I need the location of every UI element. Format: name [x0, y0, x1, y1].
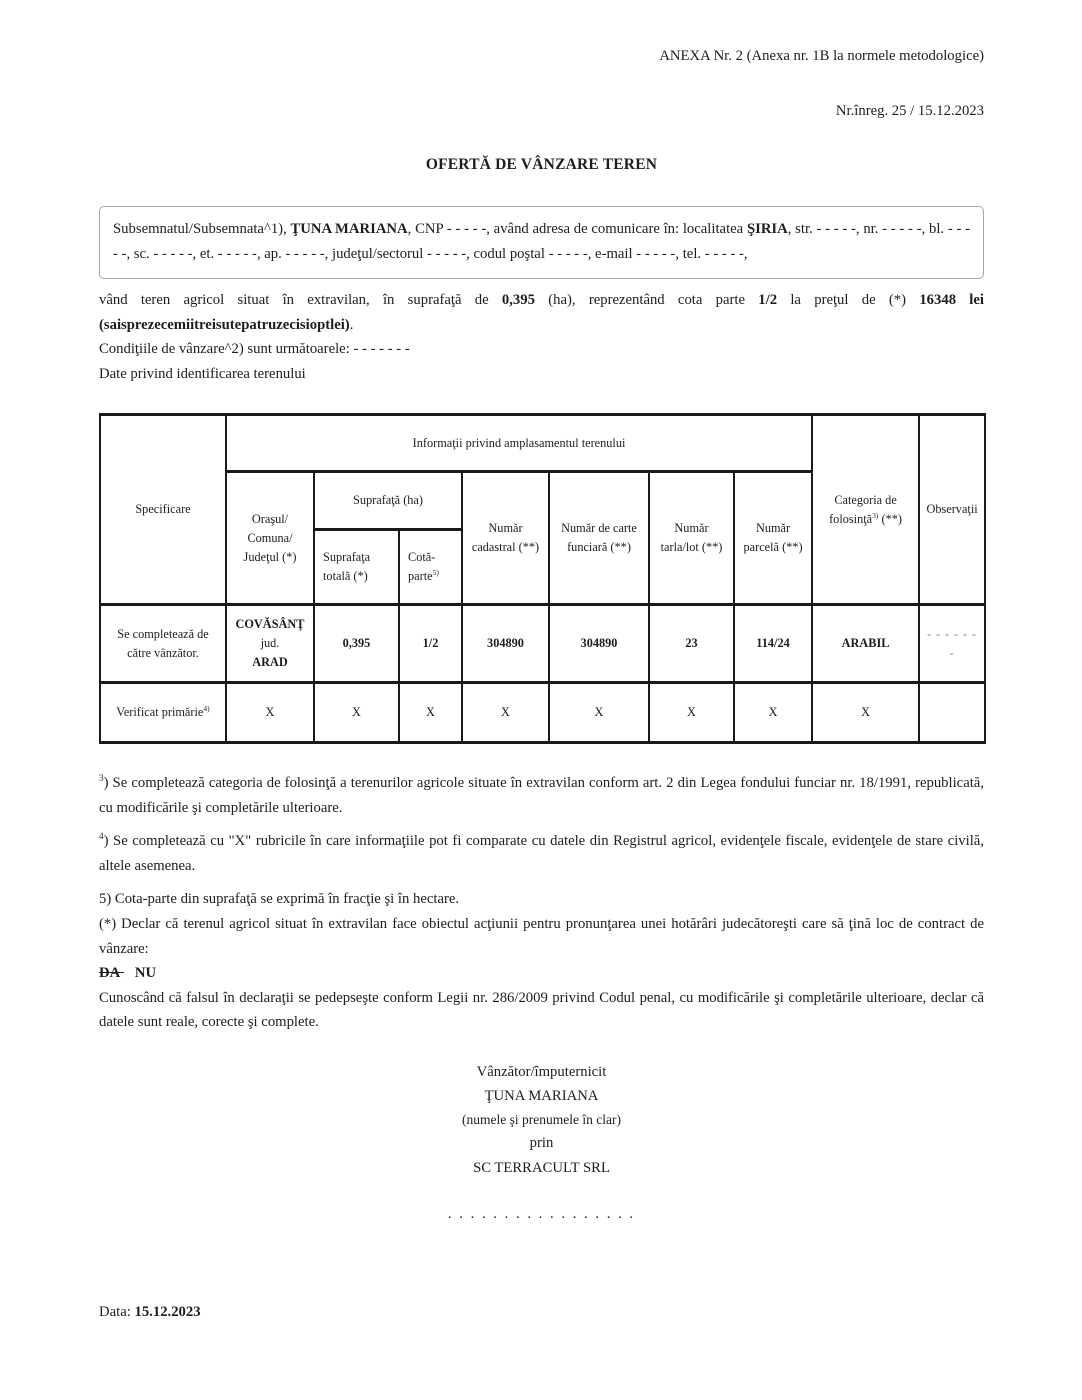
- header-categoria-line1: Categoria de: [834, 492, 897, 507]
- header-categoria: [812, 415, 919, 605]
- registration-number: Nr.înreg. 25 / 15.12.2023: [835, 102, 984, 119]
- header-carte-funciara: Număr de carte funciară (**): [549, 472, 649, 605]
- land-identification-table: [99, 413, 986, 744]
- footnote-5: 5) Cota-parte din suprafaţă se exprimă în fracţie şi în hectare.: [99, 891, 460, 908]
- verificat-sup: 4): [203, 704, 210, 714]
- header-cadastral: Număr cadastral (**): [462, 472, 549, 605]
- sale-text-2: (ha), reprezentând cota parte: [534, 292, 759, 309]
- price-value: 16348 lei: [919, 292, 984, 309]
- seller-name: ŢUNA MARIANA: [290, 220, 408, 237]
- header-suprafata-totala: Suprafaţa totală (*): [314, 530, 399, 605]
- footnote-3: [99, 771, 984, 820]
- share-value: 1/2: [758, 292, 778, 309]
- header-specificare: Specificare: [100, 415, 226, 605]
- cell-oras-county: ARAD: [252, 655, 288, 670]
- cell-parcela: 114/24: [734, 605, 812, 683]
- declarant-text-2: , CNP - - - - -, având adresa de comunicare în: localitatea: [407, 220, 747, 237]
- signature-role: Vânzător/împuternicit: [476, 1063, 607, 1080]
- header-info-group: Informaţii privind amplasamentul terenului: [226, 415, 812, 472]
- nu-option: NU: [134, 965, 157, 982]
- cell-carte-funciara: 304890: [549, 605, 649, 683]
- cell-cota-parte: 1/2: [399, 605, 462, 683]
- declarant-paragraph: [113, 217, 970, 266]
- cell-oras: [226, 605, 314, 683]
- date-line: [99, 1300, 984, 1325]
- cell-oras-jud: jud.: [260, 636, 280, 651]
- check-cadastral: X: [462, 683, 549, 743]
- declarant-text-3: , str. - - - - -, nr. - - - - -, bl. - - - - -, sc. - - - - -, et. - - - - -, ap. - - - - -, judeţul/sectorul - - - - -, codul poştal - - - - -, e-mail - - - - -, tel. - - - - -,: [113, 220, 970, 262]
- conditions-line: Condiţiile de vânzare^2) sunt următoarele: - - - - - - -: [99, 341, 410, 358]
- sale-paragraph: [99, 288, 984, 337]
- check-cota: X: [399, 683, 462, 743]
- signature-company: SC TERRACULT SRL: [473, 1159, 610, 1176]
- header-cota-label: Cotă-parte: [408, 550, 436, 584]
- price-in-words: (saisprezecemiitreisutepatruzecisioptlei): [99, 316, 350, 333]
- row-label-verificat: [100, 683, 226, 743]
- header-categoria-sup: 3): [872, 510, 879, 520]
- land-data-heading: Date privind identificarea terenului: [99, 365, 306, 382]
- area-value: 0,395: [501, 292, 535, 309]
- footnote-4-marker: 4: [99, 831, 104, 842]
- footnote-3-marker: 3: [99, 773, 104, 784]
- da-nu-line: [99, 961, 984, 986]
- annex-reference: ANEXA Nr. 2 (Anexa nr. 1B la normele metodologice): [659, 48, 984, 64]
- signature-section: [99, 1060, 984, 1227]
- footnote-3-text: ) Se completează categoria de folosinţă a terenurilor agricole situate în extravilan conform art. 2 din Legea fondului funciar nr. 18/1991, republicată, cu modificările şi completările ulterioare.: [99, 775, 984, 816]
- cell-numar-cadastral: 304890: [462, 605, 549, 683]
- court-declaration: (*) Declar că terenul agricol situat în extravilan face obiectul acţiunii pentru pronunţarea unei hotărâri judecătoreşti care să ţină loc de contract de vânzare:: [99, 915, 984, 957]
- footnote-4-text: ) Se completează cu "X" rubricile în care informaţiile pot fi comparate cu datele din Registrul agricol, evidenţele fiscale, evidenţele de stare civilă, altele asemenea.: [99, 833, 984, 874]
- cell-observatii: [919, 605, 985, 683]
- header-cota-sup: 5): [432, 568, 439, 578]
- cell-oras-locality: COVĂSÂNŢ: [235, 617, 305, 632]
- seller-data-row: [100, 605, 985, 683]
- verified-row: [100, 683, 985, 743]
- header-parcela: Număr parcelă (**): [734, 472, 812, 605]
- check-categoria: X: [812, 683, 919, 743]
- footnote-4: [99, 829, 984, 878]
- date-label: Data:: [99, 1303, 135, 1320]
- header-observatii: Observaţii: [919, 415, 985, 605]
- sale-text-5: .: [349, 316, 354, 333]
- header-tarla: Număr tarla/lot (**): [649, 472, 734, 605]
- footnotes-section: [99, 771, 984, 1034]
- header-cota-parte: [399, 530, 462, 605]
- check-oras: X: [226, 683, 314, 743]
- date-value: 15.12.2023: [134, 1303, 201, 1320]
- cell-suprafata-totala: 0,395: [314, 605, 399, 683]
- sale-text-1: vând teren agricol situat în extravilan, în suprafaţă de: [99, 292, 502, 309]
- declarant-box: [99, 206, 984, 279]
- header-categoria-line3: (**): [878, 511, 903, 526]
- cell-categoria: ARABIL: [812, 605, 919, 683]
- signature-clarification: (numele şi prenumele în clar): [462, 1111, 621, 1127]
- cell-tarla: 23: [649, 605, 734, 683]
- check-carte: X: [549, 683, 649, 743]
- header-suprafata-group: Suprafaţă (ha): [314, 472, 462, 530]
- locality-name: ŞIRIA: [746, 220, 788, 237]
- declarant-text-1: Subsemnatul/Subsemnata^1),: [113, 220, 291, 237]
- penal-declaration: Cunoscând că falsul în declaraţii se pedepseşte conform Legii nr. 286/2009 privind Codul penal, cu modificările şi completările ulterioare, declar că datele sunt reale, corecte şi complete.: [99, 989, 984, 1031]
- signature-dotted-line: . . . . . . . . . . . . . . . . .: [447, 1206, 636, 1223]
- check-tarla: X: [649, 683, 734, 743]
- signature-prin: prin: [529, 1135, 554, 1152]
- check-suprafata: X: [314, 683, 399, 743]
- header-categoria-line2: folosinţă: [829, 511, 873, 526]
- check-parcela: X: [734, 683, 812, 743]
- page-title: OFERTĂ DE VÂNZARE TEREN: [425, 156, 658, 174]
- da-option-struck: DA: [99, 965, 124, 982]
- row-label-vanzator: Se completează de către vânzător.: [100, 605, 226, 683]
- verificat-label: Verificat primărie: [116, 705, 204, 720]
- signature-name: ŢUNA MARIANA: [484, 1088, 599, 1105]
- header-oras: Oraşul/ Comuna/ Judeţul (*): [226, 472, 314, 605]
- sale-text-3: la preţul de (*): [777, 292, 920, 309]
- observatii-dashes: - - - - - - -: [927, 626, 978, 660]
- check-observatii-empty: [919, 683, 985, 743]
